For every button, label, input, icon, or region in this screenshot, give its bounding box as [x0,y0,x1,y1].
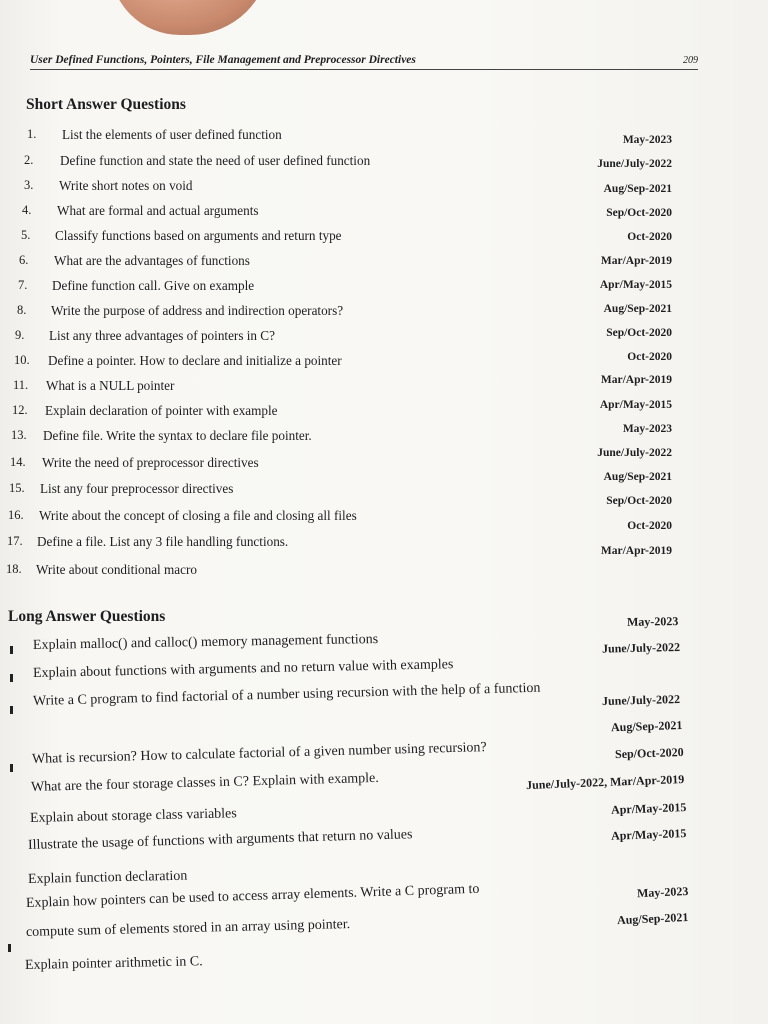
long-exam-date: Sep/Oct-2020 [615,745,685,762]
long-answer-heading: Long Answer Questions [8,608,166,625]
question-number: 8. [17,303,27,317]
question-number: 1. [27,127,37,141]
exam-date: Oct-2020 [627,351,672,363]
question-number: 14. [10,455,26,469]
long-question-text: compute sum of elements stored in an array using pointer. [25,917,351,940]
question-text: Define function call. Give on example [52,278,255,293]
question-text: What are formal and actual arguments [57,203,259,218]
question-number: 10. [14,353,30,367]
long-question-text: What are the four storage classes in C? Explain with example. [30,770,380,795]
long-question-text: Explain about storage class variables [29,806,237,826]
question-number: 3. [24,178,34,192]
question-text: Define a pointer. How to declare and initialize a pointer [48,353,342,368]
long-exam-date: May-2023 [636,884,689,901]
question-text: Write short notes on void [59,178,193,193]
exam-date: Sep/Oct-2020 [606,495,672,507]
exam-date: Aug/Sep-2021 [603,183,672,195]
question-number: 15. [9,481,25,495]
question-text: List any three advantages of pointers in C? [49,328,275,343]
list-marker [10,764,13,772]
long-question-text: What is recursion? How to calculate factorial of a given number using recursion? [31,740,487,767]
exam-date: Apr/May-2015 [599,279,672,291]
question-number: 12. [12,403,28,417]
exam-date: Oct-2020 [627,520,672,532]
question-text: List any four preprocessor directives [40,481,234,496]
question-number: 5. [21,228,31,242]
list-marker [10,646,13,654]
question-number: 11. [13,378,29,392]
list-marker [10,706,13,714]
exam-date: June/July-2022 [597,158,672,170]
exam-date: Apr/May-2015 [599,399,672,411]
question-number: 7. [18,278,28,292]
exam-date: May-2023 [622,423,672,435]
exam-date: Aug/Sep-2021 [603,471,672,483]
question-number: 13. [11,428,27,442]
long-question-text: Explain about functions with arguments and no return value with examples [32,657,454,681]
question-text: Write the need of preprocessor directives [42,455,259,470]
question-number: 2. [24,153,34,167]
question-number: 4. [22,203,32,217]
question-number: 9. [15,328,25,342]
question-text: What are the advantages of functions [54,253,250,268]
chapter-title: User Defined Functions, Pointers, File Management and Preprocessor Directives [30,54,416,66]
long-question-text: Illustrate the usage of functions with arguments that return no values [27,827,413,853]
question-text: What is a NULL pointer [46,378,175,393]
long-question-text: Explain how pointers can be used to access array elements. Write a C program to [25,881,480,911]
exam-date: May-2023 [622,134,672,146]
question-text: Write about conditional macro [36,562,197,577]
long-exam-date: May-2023 [626,614,679,629]
finger-photo-shape [110,0,270,35]
question-text: List the elements of user defined function [62,127,282,142]
long-question-text: Explain malloc() and calloc() memory management functions [32,631,379,653]
exam-date: June/July-2022 [597,447,672,459]
list-marker [8,944,11,952]
exam-date: Aug/Sep-2021 [603,303,672,315]
long-exam-date: June/July-2022, Mar/Apr-2019 [525,772,685,793]
question-text: Define a file. List any 3 file handling functions. [37,534,289,549]
long-exam-date: Aug/Sep-2021 [616,910,689,928]
page-number: 209 [683,55,698,66]
exam-date: Oct-2020 [627,231,672,243]
question-number: 17. [7,534,23,548]
long-question-text: Explain pointer arithmetic in C. [24,954,203,973]
question-number: 16. [8,508,24,522]
exam-date: Sep/Oct-2020 [606,327,672,339]
long-question-text: Write a C program to find factorial of a number using recursion with the help of a function [32,680,541,709]
question-text: Define file. Write the syntax to declare file pointer. [43,428,312,443]
question-text: Write about the concept of closing a file and closing all files [39,508,357,523]
question-text: Write the purpose of address and indirection operators? [51,303,344,318]
long-exam-date: June/July-2022 [601,692,681,709]
question-text: Define function and state the need of user defined function [60,153,371,168]
exam-date: Sep/Oct-2020 [606,207,672,219]
long-exam-date: June/July-2022 [601,640,681,656]
question-number: 6. [19,253,29,267]
exam-date: Mar/Apr-2019 [600,545,672,557]
question-number: 18. [6,562,22,576]
long-exam-date: Aug/Sep-2021 [610,718,683,735]
long-exam-date: Apr/May-2015 [610,826,687,843]
long-exam-date: Apr/May-2015 [610,800,687,817]
exam-date: Mar/Apr-2019 [600,255,672,267]
exam-date: Mar/Apr-2019 [600,374,672,386]
question-text: Classify functions based on arguments and return type [55,228,342,243]
short-answer-heading: Short Answer Questions [26,96,186,113]
running-header [30,54,698,70]
list-marker [10,674,13,682]
question-text: Explain declaration of pointer with example [45,403,278,418]
long-question-text: Explain function declaration [27,868,188,887]
